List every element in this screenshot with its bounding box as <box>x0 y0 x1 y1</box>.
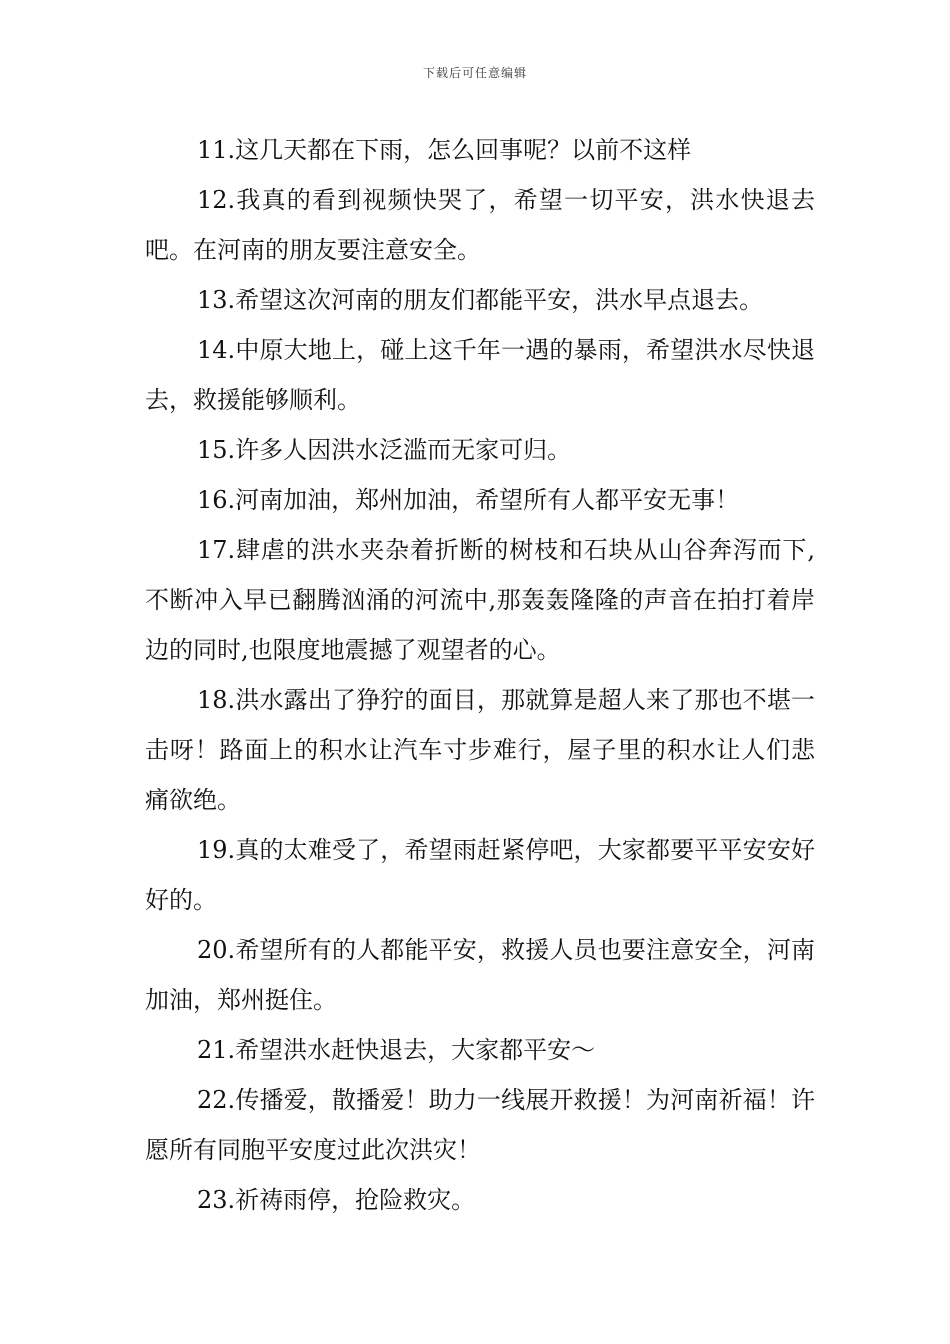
paragraph: 22.传播爱，散播爱！助力一线展开救援！为河南祈福！许愿所有同胞平安度过此次洪灾！ <box>145 1086 815 1164</box>
paragraph: 19.真的太难受了，希望雨赶紧停吧，大家都要平平安安好好的。 <box>145 836 815 914</box>
paragraph: 20.希望所有的人都能平安，救援人员也要注意安全，河南加油，郑州挺住。 <box>145 936 815 1014</box>
paragraph: 14.中原大地上，碰上这千年一遇的暴雨，希望洪水尽快退去，救援能够顺利。 <box>145 336 815 414</box>
paragraph: 23.祈祷雨停，抢险救灾。 <box>197 1186 476 1214</box>
paragraph: 15.许多人因洪水泛滥而无家可归。 <box>197 436 572 464</box>
page-header: 下载后可任意编辑 <box>422 66 527 80</box>
document-body <box>145 125 815 1225</box>
paragraph: 18.洪水露出了狰狞的面目，那就算是超人来了那也不堪一击呀！路面上的积水让汽车寸步难行，屋子里的积水让人们悲痛欲绝。 <box>145 686 815 814</box>
paragraph: 13.希望这次河南的朋友们都能平安，洪水早点退去。 <box>197 286 764 314</box>
paragraph: 12.我真的看到视频快哭了，希望一切平安，洪水快退去吧。在河南的朋友要注意安全。 <box>145 186 815 264</box>
paragraph: 21.希望洪水赶快退去，大家都平安～ <box>197 1036 596 1064</box>
paragraph: 17.肆虐的洪水夹杂着折断的树枝和石块从山谷奔泻而下,不断冲入早已翻腾汹涌的河流中,那轰轰隆隆的声音在拍打着岸边的同时,也限度地震撼了观望者的心。 <box>145 536 815 664</box>
paragraph: 11.这几天都在下雨，怎么回事呢？以前不这样 <box>197 136 692 164</box>
paragraph: 16.河南加油，郑州加油，希望所有人都平安无事！ <box>197 486 740 514</box>
